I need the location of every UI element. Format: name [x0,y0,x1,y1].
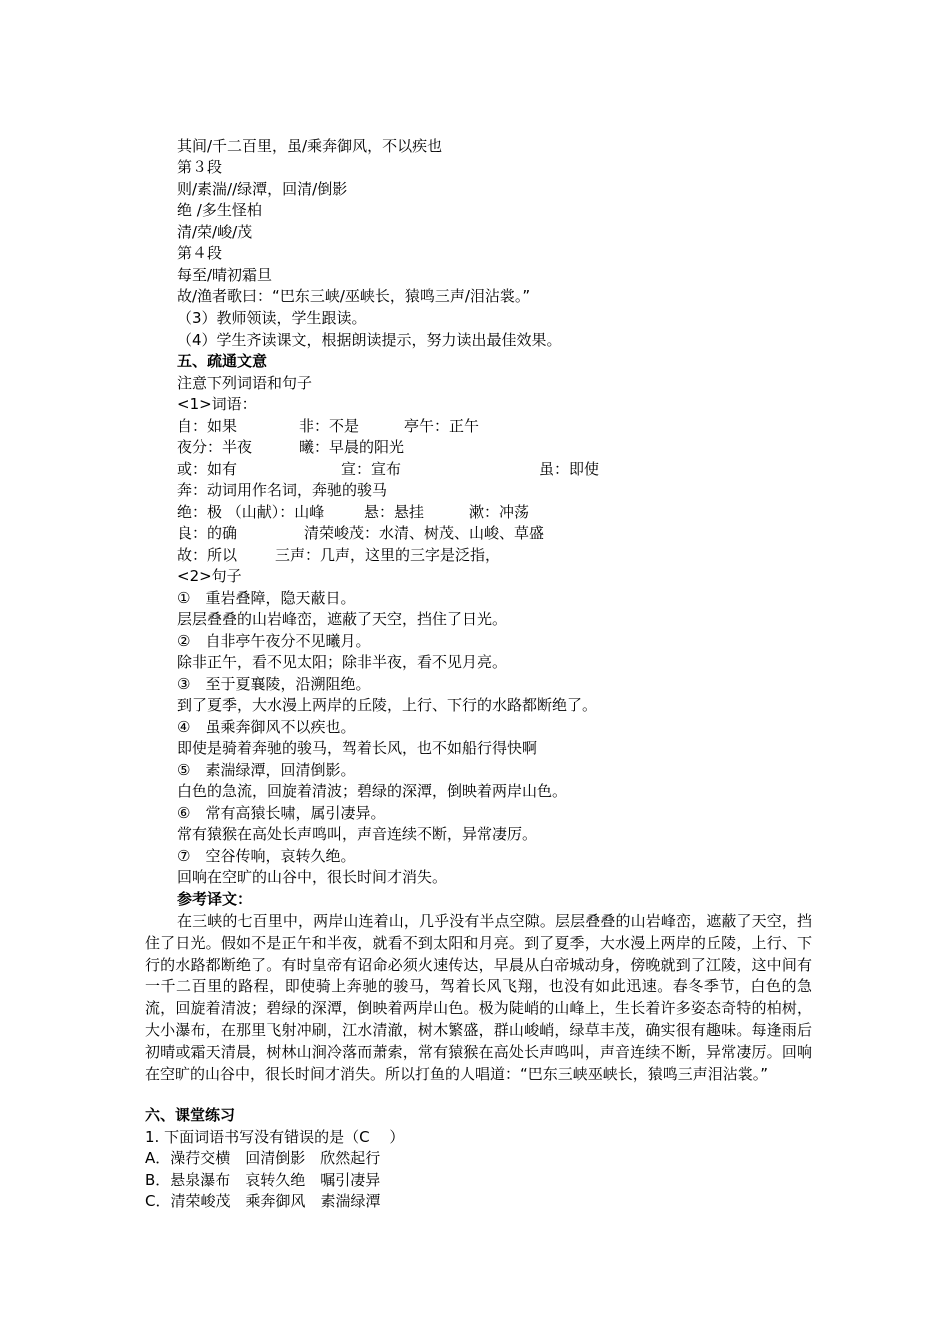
sentence-line: 即使是骑着奔驰的骏马，驾着长风，也不如船行得快啊 [177,739,538,757]
sentence-line: 回响在空旷的山谷中，很长时间才消失。 [177,868,448,886]
text-line: 其间/千二百里，虽/乘奔御风，不以疾也 [177,137,443,155]
sentence-line: ⑤ 素湍绿潭，回清倒影。 [177,761,356,779]
sentence-line: ⑥ 常有高猿长啸，属引凄异。 [177,804,386,822]
word-entry: 曦：早晨的阳光 [299,438,405,456]
exercise-question: 1. 下面词语书写没有错误的是（C ） [145,1128,405,1146]
text-line: 每至/晴初霜旦 [177,266,273,284]
sentence-line: ① 重岩叠障，隐天蔽日。 [177,589,356,607]
word-entry: 非：不是 [299,417,360,435]
sentences-label: <2>句子 [177,567,242,585]
translation-label: 参考译文： [177,890,253,908]
exercise-option: C．清荣峻茂 乘奔御风 素湍绿潭 [145,1192,381,1210]
sentence-line: ④ 虽乘奔御风不以疾也。 [177,718,356,736]
word-entry: 亭午：正午 [404,417,480,435]
sentence-line: 层层叠叠的山岩峰峦，遮蔽了天空，挡住了日光。 [177,610,508,628]
sentence-line: 白色的急流，回旋着清波；碧绿的深潭，倒映着两岸山色。 [177,782,568,800]
section-intro: 注意下列词语和句子 [177,374,313,392]
sentence-line: ⑦ 空谷传响，哀转久绝。 [177,847,356,865]
word-entry: 绝：极 （山献）：山峰 [177,503,325,521]
text-line: 第４段 [177,244,223,262]
section-heading: 五、疏通文意 [177,352,268,370]
sentence-line: 到了夏季，大水漫上两岸的丘陵，上行、下行的水路都断绝了。 [177,696,598,714]
exercise-option: A．澡荇交横 回清倒影 欣然起行 [145,1149,381,1167]
word-entry: 虽：即使 [539,460,600,478]
word-entry: 三声：几声，这里的三字是泛指， [275,546,501,564]
word-entry: 宣：宣布 [341,460,402,478]
text-line: 第３段 [177,158,223,176]
text-line: 则/素湍//绿潭，回清/倒影 [177,180,348,198]
words-label: <1>词语： [177,395,257,413]
word-entry: 奔：动词用作名词，奔驰的骏马 [177,481,388,499]
word-entry: 清荣峻茂：水清、树茂、山峻、草盛 [304,524,545,542]
translation-paragraph: 在三峡的七百里中，两岸山连着山，几乎没有半点空隙。层层叠叠的山岩峰峦，遮蔽了天空，挡住了日光。假如不是正午和半夜，就看不到太阳和月亮。到了夏季，大水漫上两岸的丘陵，上行、下行的水路都断绝了。有时皇帝有诏命必须火速传达，早晨从白帝城动身，傍晚就到了江陵，这中间有一千二百里的路程，即使骑上奔驰的骏马，驾着长风飞翔，也没有如此迅速。春冬季节，白色的急流，回旋着清波；碧绿的深潭，倒映着两岸山色。极为陡峭的山峰上，生长着许多姿态奇特的柏树，大小瀑布，在那里飞射冲刷，江水清澈，树木繁盛，群山峻峭，绿草丰茂，确实很有趣味。每逢雨后初晴或霜天清晨，树林山涧冷落而萧索，常有猿猴在高处长声鸣叫，声音连续不断，异常凄厉。回响在空旷的山谷中，很长时间才消失。所以打鱼的人唱道：“巴东三峡巫峡长，猿鸣三声泪沾裳。” [145,912,812,1083]
sentence-line: 除非正午，看不见太阳；除非半夜，看不见月亮。 [177,653,508,671]
section-heading: 六、课堂练习 [145,1106,236,1124]
word-entry: 夜分：半夜 [177,438,253,456]
word-entry: 自：如果 [177,417,238,435]
exercise-option: B．悬泉瀑布 哀转久绝 嘱引凄异 [145,1171,381,1189]
text-line: 绝 /多生怪柏 [177,201,262,219]
word-entry: 漱：冲荡 [469,503,530,521]
text-line: （4）学生齐读课文，根据朗读提示，努力读出最佳效果。 [177,331,562,349]
text-line: 故/渔者歌曰：“巴东三峡/巫峡长，猿鸣三声/泪沾裳。” [177,287,531,305]
sentence-line: ② 自非亭午夜分不见曦月。 [177,632,371,650]
text-line: 清/荣/峻/茂 [177,223,253,241]
word-entry: 故：所以 [177,546,238,564]
sentence-line: 常有猿猴在高处长声鸣叫，声音连续不断，异常凄厉。 [177,825,538,843]
word-entry: 良：的确 [177,524,238,542]
word-entry: 悬：悬挂 [364,503,425,521]
word-entry: 或：如有 [177,460,238,478]
text-line: （3）教师领读，学生跟读。 [177,309,367,327]
sentence-line: ③ 至于夏襄陵，沿溯阻绝。 [177,675,371,693]
